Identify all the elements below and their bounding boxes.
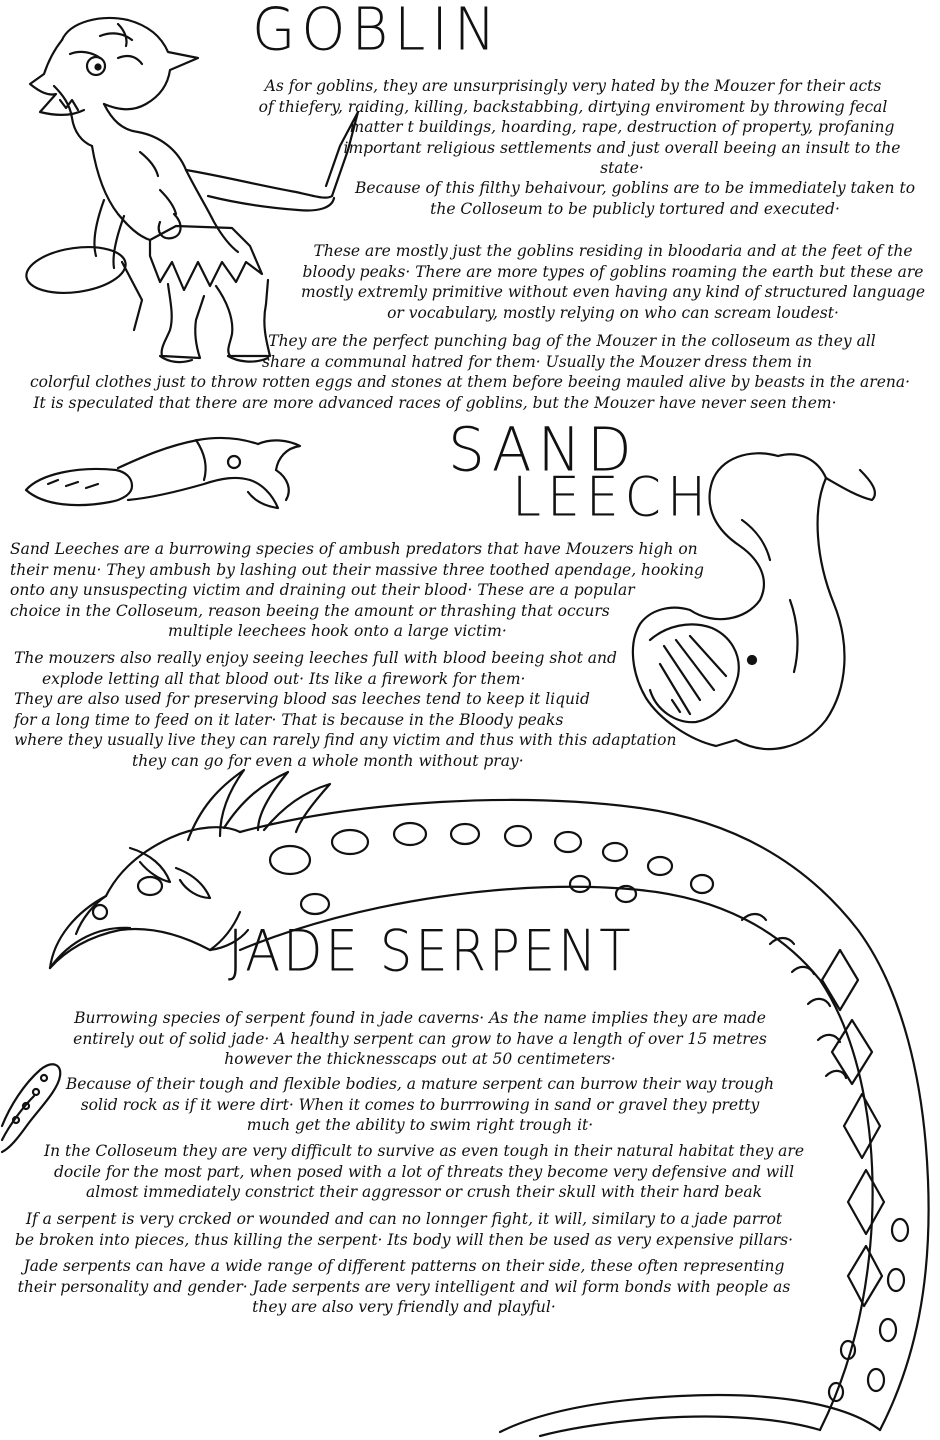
goblin-paragraph-2 [330,178,940,219]
text-line: Because of this filthy behaivour, goblins are to be immediately taken to [354,179,916,197]
text-line: of thiefery, raiding, killing, backstabbing, dirtying enviroment by throwing fecal [258,97,888,116]
sand-leech-appendage-drawing [26,438,300,508]
text-line: solid rock as if it were dirt· When it comes to burrrowing in sand or gravel they pretty [80,1095,760,1114]
sand-leech-title-line-2: LEECH [512,466,713,529]
text-line: As for goblins, they are unsurprisingly very hated by the Mouzer for their acts [264,77,882,95]
text-line: These are mostly just the goblins residing in bloodaria and at the feet of the [313,242,913,260]
text-line: state· [600,159,644,177]
text-line: choice in the Colloseum, reason beeing the amount or thrashing that occurs [10,601,610,620]
text-line: be broken into pieces, thus killing the serpent· Its body will then be used as very expensive pillars· [14,1230,794,1249]
text-line: If a serpent is very crcked or wounded and can no lonnger fight, it will, similary to a jade parrot [25,1210,783,1228]
sand-leech-title-line-1: SAND [448,414,638,486]
text-line: important religious settlements and just overall beeing an insult to the [343,138,901,157]
text-line: The mouzers also really enjoy seeing leeches full with blood beeing shot and [14,649,617,667]
text-line: they are also very friendly and playful· [252,1298,556,1316]
text-line: their menu· They ambush by lashing out their massive three toothed apendage, hooking [10,560,704,579]
text-line: for a long time to feed on it later· That is because in the Bloody peaks [14,710,564,729]
text-line: It is speculated that there are more advanced races of goblins, but the Mouzer have never seen them· [33,393,837,412]
text-line: or vocabulary, mostly relying on who can scream loudest· [387,303,839,322]
text-line: Sand Leeches are a burrowing species of ambush predators that have Mouzers high on [10,540,698,558]
text-line: where they usually live they can rarely find any victim and thus with this adaptation [14,731,677,749]
text-line: They are also used for preserving blood sas leeches tend to keep it liquid [14,690,590,708]
text-line: multiple leechees hook onto a large victim· [168,622,507,640]
text-line: Jade serpents can have a wide range of different patterns on their side, these often representing [23,1257,785,1275]
text-line: onto any unsuspecting victim and draining out their blood· These are a popular [10,581,635,599]
text-line: their personality and gender· Jade serpents are very intelligent and wil form bonds with people as [17,1277,791,1296]
text-line: colorful clothes just to throw rotten eggs and stones at them before beeing mauled alive by beasts in the arena· [29,373,911,391]
jade-serpent-paragraph-4 [0,1209,808,1250]
jade-serpent-title: JADE SERPENT [228,918,634,985]
text-line: explode letting all that blood out· Its like a firework for them· [42,669,526,688]
text-line: In the Colloseum they are very difficult to survive as even tough in their natural habitat they are [44,1142,804,1160]
jade-serpent-paragraph-2 [40,1074,800,1136]
goblin-title: GOBLIN [252,0,502,65]
text-line: entirely out of solid jade· A healthy serpent can grow to have a length of over 15 metres [73,1029,767,1048]
sand-leech-paragraph-2 [14,648,724,771]
text-line: they can go for even a whole month without pray· [132,751,524,770]
text-line: They are the perfect punching bag of the Mouzer in the colloseum as they all [268,332,876,350]
text-line: Because of their tough and flexible bodies, a mature serpent can burrow their way trough [65,1075,775,1093]
jade-serpent-paragraph-3 [10,1141,838,1203]
text-line: much get the ability to swim right trough it· [246,1116,594,1134]
goblin-paragraph-3 [286,241,940,323]
sand-leech-paragraph-1 [10,539,730,642]
jade-serpent-paragraph-5 [0,1256,808,1318]
text-line: docile for the most part, when posed with a lot of threats they become very defensive and will [53,1162,795,1181]
text-line: the Colloseum to be publicly tortured and executed· [430,199,840,218]
text-line: however the thicknesscaps out at 50 centimeters· [224,1050,616,1068]
goblin-paragraph-4 [0,331,940,413]
text-line: mostly extremly primitive without even having any kind of structured language [301,283,925,301]
text-line: share a communal hatred for them· Usually the Mouzer dress them in [262,352,812,371]
text-line: almost immediately constrict their aggressor or crush their skull with their hard beak [85,1183,763,1201]
goblin-paragraph-1 [258,76,938,179]
text-line: Burrowing species of serpent found in jade caverns· As the name implies they are made [74,1009,766,1027]
text-line: matter t buildings, hoarding, rape, destruction of property, profaning [349,118,895,136]
jade-serpent-paragraph-1 [40,1008,800,1070]
text-line: bloody peaks· There are more types of goblins roaming the earth but these are [302,262,924,281]
